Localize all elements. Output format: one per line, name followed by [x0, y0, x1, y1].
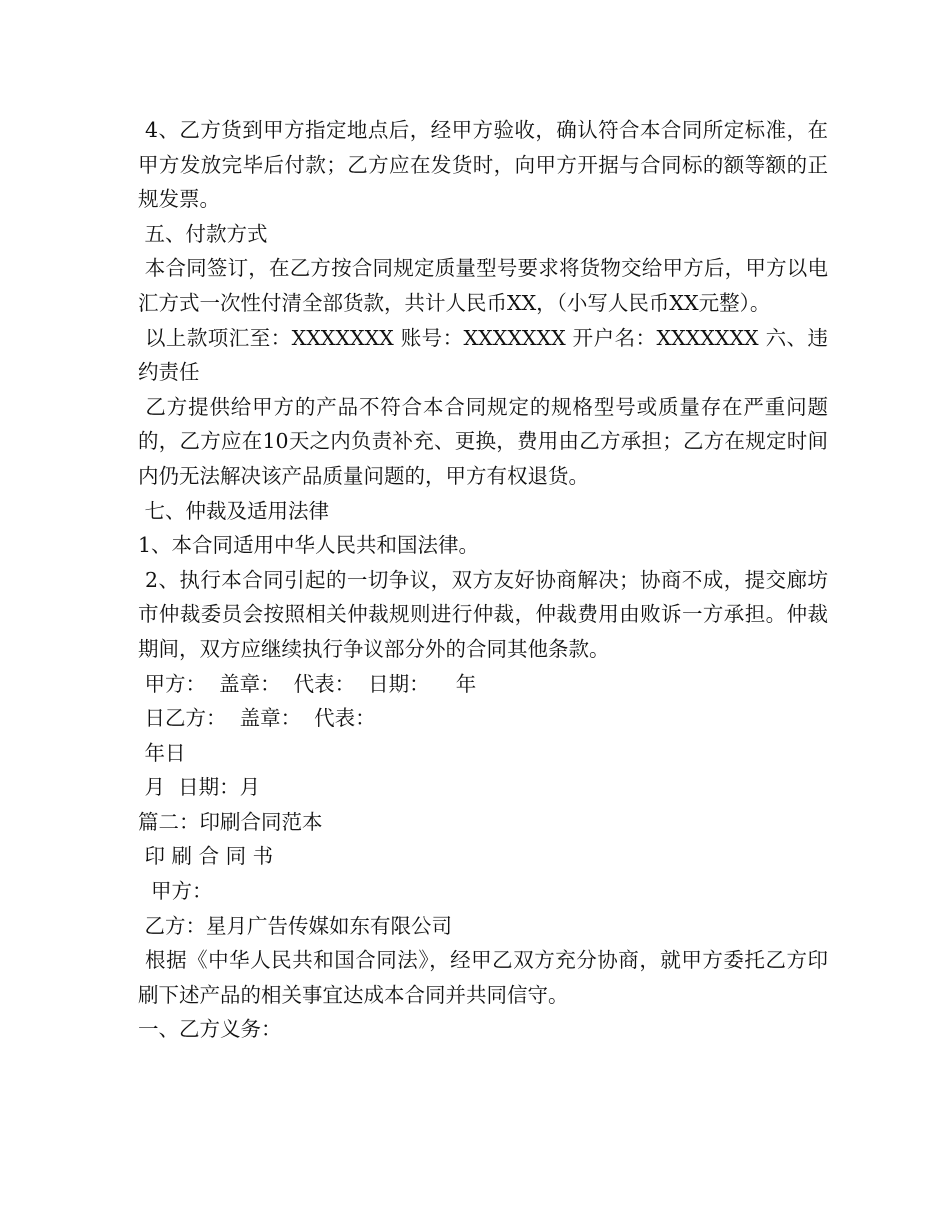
payment-terms-paragraph: 本合同签订，在乙方按合同规定质量型号要求将货物交给甲方后，甲方以电汇方式一次性付清全部货款，共计人民币XX，（小写人民币XX元整）。	[138, 256, 828, 315]
party-a-line: 甲方：	[138, 879, 213, 904]
preamble-paragraph: 根据《中华人民共和国合同法》，经甲乙双方充分协商，就甲方委托乙方印刷下述产品的相关事宜达成本合同并共同信守。	[138, 948, 828, 1007]
bank-account-paragraph: 以上款项汇至：XXXXXXX 账号：XXXXXXX 开户名：XXXXXXX 六、违约责任	[138, 325, 828, 385]
section-heading-payment-method: 五、付款方式	[138, 221, 268, 246]
arbitration-clause-2: 2、执行本合同引起的一切争议，双方友好协商解决；协商不成，提交廊坊市仲裁委员会按照相关仲裁规则进行仲裁，仲裁费用由败诉一方承担。仲裁期间，双方应继续执行争议部分外的合同其他条款。	[138, 567, 828, 661]
party-b-line: 乙方：星月广告传媒如东有限公司	[138, 913, 453, 938]
section-heading-party-b-obligations: 一、乙方义务：	[138, 1017, 282, 1042]
signature-line-party-b: 日乙方： 盖章： 代表：	[138, 706, 376, 731]
contract-title: 印 刷 合 同 书	[138, 844, 274, 869]
section-heading-arbitration: 七、仲裁及适用法律	[138, 498, 330, 523]
clause-4-delivery-acceptance: 4、乙方货到甲方指定地点后，经甲方验收，确认符合本合同所定标准，在甲方发放完毕后付款；乙方应在发货时，向甲方开据与合同标的额等额的正规发票。	[138, 118, 828, 212]
signature-date-month: 月 日期：月	[138, 775, 261, 800]
document-body	[138, 113, 828, 1047]
signature-date-year-day: 年日	[138, 740, 186, 765]
part-two-title: 篇二：印刷合同范本	[138, 809, 323, 834]
arbitration-clause-1: 1、本合同适用中华人民共和国法律。	[138, 533, 480, 558]
breach-liability-paragraph: 乙方提供给甲方的产品不符合本合同规定的规格型号或质量存在严重问题的，乙方应在10天之内负责补充、更换，费用由乙方承担；乙方在规定时间内仍无法解决该产品质量问题的，甲方有权退货。	[138, 394, 828, 488]
signature-line-party-a: 甲方： 盖章： 代表： 日期： 年	[138, 671, 477, 696]
